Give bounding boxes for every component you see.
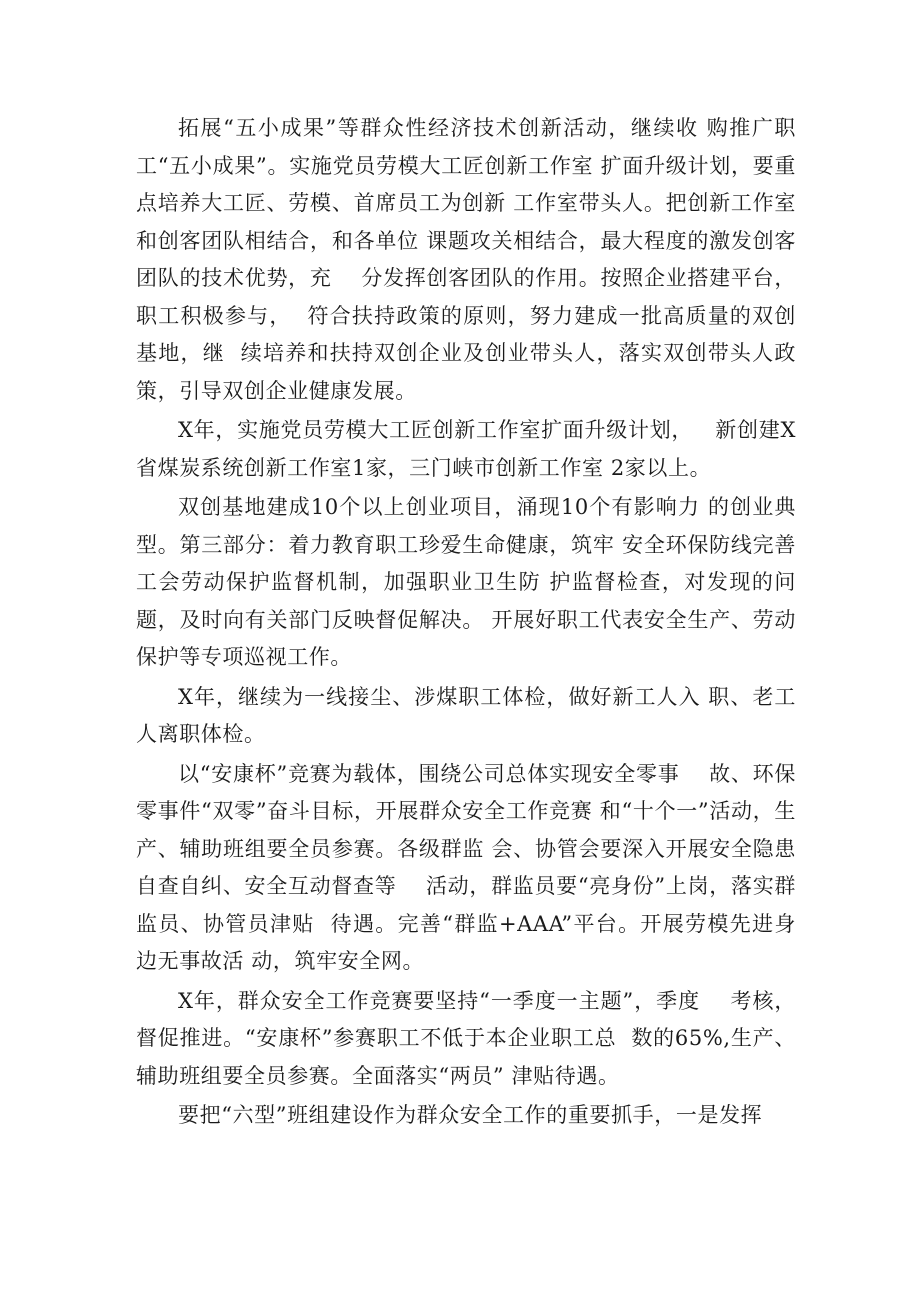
paragraph-safety-health: 双创基地建成10个以上创业项目，涌现10个有影响力 的创业典型。第三部分：着力教育职工珍爱生命健康，筑牢 安全环保防线完善工会劳动保护监督机制，加强职业卫生防 护监督检查，对发现的问题，及时向有关部门反映督促解决。 开展好职工代表安全生产、劳动保护等专项巡视工作。 [136, 495, 796, 669]
document-body [136, 110, 796, 1137]
paragraph-team-building: 要把“六型”班组建设作为群众安全工作的重要抓手，一是发挥 [178, 1103, 763, 1127]
paragraph-health-checks: X年，继续为一线接尘、涉煤职工体检，做好新工人入 职、老工人离职体检。 [136, 684, 796, 746]
paragraph-innovation-target: X年，实施党员劳模大工匠创新工作室扩面升级计划， 新创建X省煤炭系统创新工作室1家，三门峡市创新工作室 2家以上。 [136, 418, 796, 480]
paragraph-ankang-cup: 以“安康杯”竞赛为载体，围绕公司总体实现安全零事 故、环保零事件“双零”奋斗目标，开展群众安全工作竞赛 和“十个一”活动，生产、辅助班组要全员参赛。各级群监 会、协管会要深入开展安全隐患自查自纠、安全互动督查等 活动，群监员要“亮身份”上岗，落实群监员、协管员津贴 待遇。完善“群监+AAA”平台。开展劳模先进身边无事故活 动，筑牢安全网。 [136, 761, 796, 973]
paragraph-innovation: 拓展“五小成果”等群众性经济技术创新活动，继续收 购推广职工“五小成果”。实施党员劳模大工匠创新工作室 扩面升级计划，要重点培养大工匠、劳模、首席员工为创新 工作室带头人。把创新工作室和创客团队相结合，和各单位 课题攻关相结合，最大程度的激发创客团队的技术优势，充 分发挥创客团队的作用。按照企业搭建平台，职工积极参与， 符合扶持政策的原则，努力建成一批高质量的双创基地，继 续培养和扶持双创企业及创业带头人，落实双创带头人政策，引导双创企业健康发展。 [136, 116, 796, 403]
paragraph-competition-target: X年，群众安全工作竞赛要坚持“一季度一主题”，季度 考核，督促推进。“安康杯”参赛职工不低于本企业职工总 数的65%,生产、辅助班组要全员参赛。全面落实“两员” 津贴待遇。 [136, 988, 796, 1088]
